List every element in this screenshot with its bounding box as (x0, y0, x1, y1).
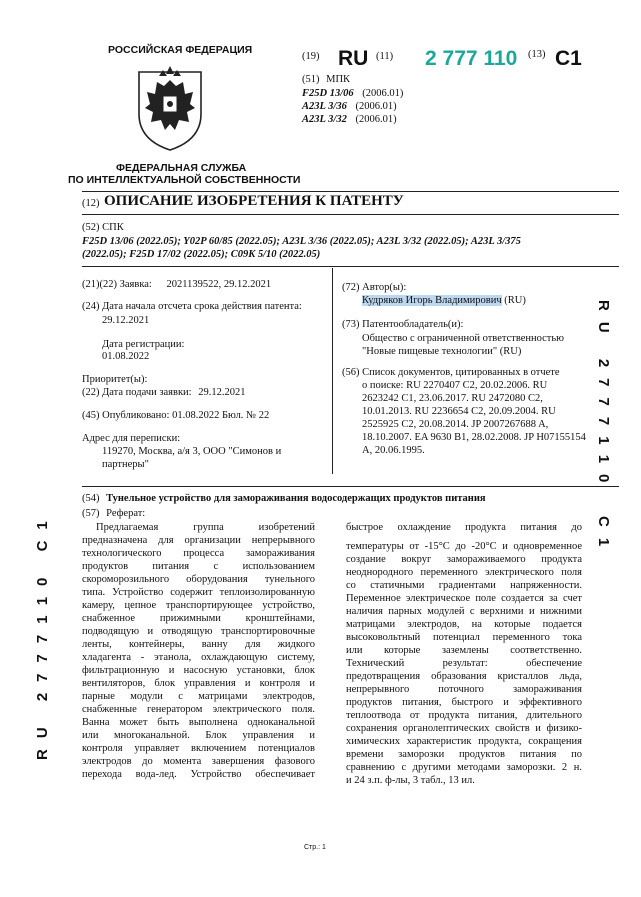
abstract-line: Технический результат: обеспечение (346, 658, 582, 669)
abstract-line: Предлагаемая группа изобретений (96, 522, 315, 533)
author-name: Кудряков Игорь Владимирович (362, 295, 502, 306)
application-label: (21)(22) Заявка: (82, 279, 152, 290)
abstract-line: перехода вода-лед. Устройство обеспечивает (82, 769, 315, 780)
abstract-line: снабженные генератором электрического поля. (82, 704, 315, 715)
code-12: (12) (82, 198, 100, 209)
abstract-line: фильтрационную и насосную установки, блок (82, 665, 315, 676)
cited-line: A, 20.06.1995. (362, 445, 425, 456)
abstract-line: скороморозильного оборудования тунельного (82, 574, 315, 585)
abstract-line: снабженное прижимными кронштейнами, (82, 613, 315, 624)
code-57: (57) (82, 508, 100, 519)
divider-title (82, 214, 619, 215)
abstract-line: технологического процесса замораживания (82, 548, 315, 559)
abstract-line: предотвращения образования кристаллов льда, (346, 671, 582, 682)
abstract-line: предназначена для организации непрерывного (82, 535, 315, 546)
application-row (82, 278, 271, 291)
abstract-line: времени заморозки продуктов питания по (346, 749, 582, 760)
country-name: РОССИЙСКАЯ ФЕДЕРАЦИЯ (108, 44, 253, 56)
code-11: (11) (376, 51, 394, 62)
mpk-block (302, 73, 403, 126)
spk-classes-line2: (2022.05); F25D 17/02 (2022.05); C09K 5/10 (2022.05) (82, 249, 321, 260)
cited-line: о поиске: RU 2270407 C2, 20.02.2006. RU (362, 380, 548, 391)
abstract-line: вентиляторов, блок управления и контроля и (82, 678, 315, 689)
abstract-line: химических характеристик продукта, сокращения (346, 736, 582, 747)
abstract-line: Ванна может быть выполнена одноканальной (82, 717, 315, 728)
published-label: (45) Опубликовано: 01.08.2022 Бюл. № (82, 410, 257, 421)
right-margin-kind: C1 (595, 516, 612, 558)
cited-documents (362, 379, 586, 457)
priority-row (82, 386, 245, 399)
abstract-line: непрерывного поточного замораживания (346, 684, 582, 695)
cited-line: 2525925 C2, 20.08.2014. JP 2007267688 A, (362, 419, 549, 430)
authors-row (362, 294, 526, 307)
column-divider (332, 268, 333, 474)
authors-label: (72) Автор(ы): (342, 282, 407, 293)
abstract-line: и 24 з.п. ф-лы, 3 табл., 13 ил. (346, 775, 475, 786)
invention-title-row (82, 492, 486, 505)
code-51: (51) (302, 74, 320, 85)
abstract-line: матрицами электродов, на которые подается (346, 619, 582, 630)
cited-line: 18.10.2007. EA 9630 B1, 28.02.2008. JP H07155154 (362, 432, 586, 443)
abstract-line: парные модули с матрицами электродов, (82, 691, 315, 702)
bulletin-number: 22 (258, 410, 270, 421)
registration-label: Дата регистрации: (102, 339, 185, 350)
priority-label: Приоритет(ы): (82, 374, 148, 385)
abstract-line: сравнению с другими методами заморозки. 2 н. (346, 762, 582, 773)
cited-documents-label: (56) Список документов, цитированных в отчете (342, 367, 560, 378)
abstract-label-row (82, 507, 145, 520)
code-13: (13) (528, 49, 546, 60)
invention-title: Тунельное устройство для замораживания водосодержащих продуктов питания (106, 493, 486, 504)
address-label: Адрес для переписки: (82, 433, 181, 444)
divider-biblio (82, 486, 619, 487)
owner-line1: Общество с ограниченной ответственностью (362, 333, 565, 344)
abstract-column-left (82, 521, 315, 781)
priority-filing-value: 29.12.2021 (198, 387, 246, 398)
abstract-line: продуктов питания с использованием (82, 561, 315, 572)
address-line1: 119270, Москва, а/я 3, ООО "Симонов и (102, 446, 282, 457)
right-margin-number: RU 2777110 (595, 300, 612, 494)
abstract-line: хладагента - этанола, охлаждающую систему, (82, 652, 315, 663)
mpk-version: (2006.01) (355, 114, 397, 125)
abstract-line: теплоотвода от продукта питания, длительного (346, 710, 582, 721)
kind-code: C1 (555, 47, 582, 70)
patent-number: 2 777 110 (425, 47, 518, 70)
priority-filing-label: (22) Дата подачи заявки: (82, 387, 192, 398)
document-title: ОПИСАНИЕ ИЗОБРЕТЕНИЯ К ПАТЕНТУ (104, 193, 404, 209)
application-value: 2021139522, 29.12.2021 (166, 279, 272, 290)
left-margin-number: RU 2777110 C1 (34, 510, 51, 760)
abstract-line: высоковольтный потенциал переменного тока (346, 632, 582, 643)
author-country: (RU) (504, 295, 526, 306)
abstract-line: быстрое охлаждение продукта питания до (346, 522, 582, 533)
mpk-label: МПК (326, 74, 351, 85)
spk-classes-line1: F25D 13/06 (2022.05); Y02P 60/85 (2022.05); A23L 3/36 (2022.05); A23L 3/32 (2022.05); A23L 3/375 (82, 236, 521, 247)
mpk-version: (2006.01) (355, 101, 397, 112)
abstract-line: неоднородного переменного электрического поля (346, 567, 582, 578)
abstract-line: ленты, контейнеры, ванну для жидкого (82, 639, 315, 650)
agency-name-line2: ПО ИНТЕЛЛЕКТУАЛЬНОЙ СОБСТВЕННОСТИ (68, 174, 301, 186)
published-row (82, 409, 269, 422)
cited-line: 2623242 C1, 23.06.2017. RU 2472080 C2, (362, 393, 543, 404)
abstract-line: наличия парных модулей с верхними и нижними (346, 606, 582, 617)
cited-line: 10.01.2013. RU 2236654 C2, 20.09.2004. RU (362, 406, 556, 417)
mpk-class: A23L 3/32 (302, 114, 347, 125)
page-number: Стр.: 1 (304, 844, 326, 851)
abstract-line: контроля управляет включением потенциалов (82, 743, 315, 754)
abstract-line: со статичными градиентами напряженности. (346, 580, 582, 591)
abstract-line: камеру, цепное транспортирующее устройство, (82, 600, 315, 611)
owner-line2: "Новые пищевые технологии" (RU) (362, 346, 522, 357)
term-start-label: (24) Дата начала отсчета срока действия патента: (82, 301, 302, 312)
mpk-version: (2006.01) (362, 88, 404, 99)
abstract-line: Переменное электрическое поле создается за счет (346, 593, 582, 604)
abstract-line: или которые заземлены соответственно. (346, 645, 582, 656)
code-54: (54) (82, 493, 100, 504)
code-19: (19) (302, 51, 320, 62)
abstract-column-right (346, 521, 582, 787)
abstract-line: создание вокруг замораживаемого продукта (346, 554, 582, 565)
abstract-line: или многоканальной. Блок управления и (82, 730, 315, 741)
spk-label: (52) СПК (82, 222, 124, 233)
abstract-line: сохранения органолептических свойств и физико- (346, 723, 582, 734)
divider-top (82, 191, 619, 192)
address-line2: партнеры" (102, 459, 149, 470)
mpk-class: F25D 13/06 (302, 88, 354, 99)
mpk-class: A23L 3/36 (302, 101, 347, 112)
abstract-line: продуктов питания, быстрого и эффективного (346, 697, 582, 708)
owner-label: (73) Патентообладатель(и): (342, 319, 464, 330)
abstract-line: электродов до момента завершения фазового (82, 756, 315, 767)
abstract-label: Реферат: (106, 508, 146, 519)
abstract-line: подводящую и отводящую транспортировочные (82, 626, 315, 637)
country-code: RU (338, 47, 369, 70)
agency-name-line1: ФЕДЕРАЛЬНАЯ СЛУЖБА (116, 162, 247, 174)
coat-of-arms-emblem (133, 64, 207, 157)
abstract-line: температуры от -15°C до -20°C и одновременное (346, 541, 582, 552)
abstract-line: типа. Устройство содержит теплоизолированную (82, 587, 315, 598)
term-start-value: 29.12.2021 (102, 315, 150, 326)
divider-spk (82, 266, 619, 267)
registration-value: 01.08.2022 (102, 351, 150, 362)
